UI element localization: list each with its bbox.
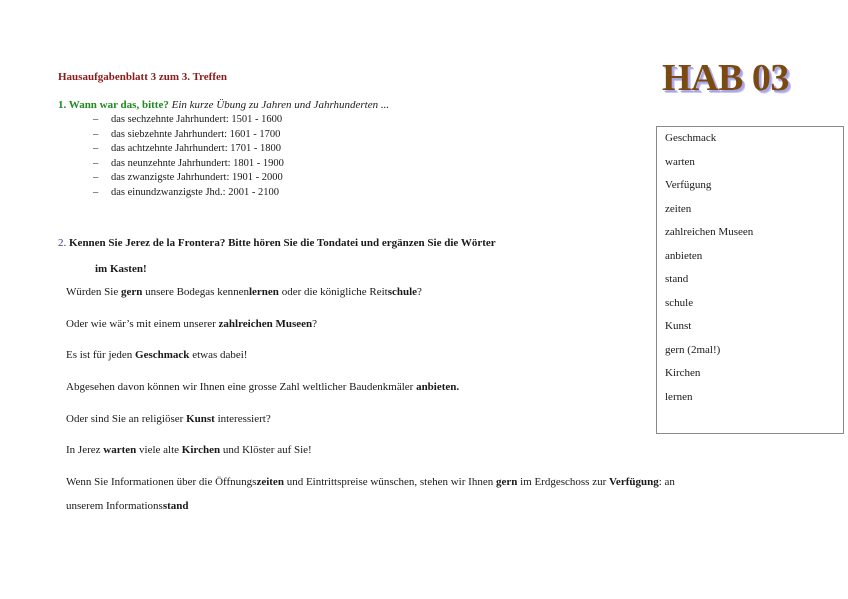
text: Oder sind Sie an religiöser: [66, 413, 187, 425]
sentence-1: [66, 286, 422, 298]
text: interessiert?: [214, 413, 271, 425]
keyword: Kirchen: [181, 444, 221, 456]
text: oder die königliche Reit: [278, 286, 388, 298]
question-1: [58, 99, 389, 111]
keyword: stand: [162, 500, 189, 512]
list-item: – das zwanzigste Jahrhundert: 1901 - 2000: [93, 171, 284, 186]
list-item: – das siebzehnte Jahrhundert: 1601 - 1700: [93, 128, 284, 143]
sentence-8: [66, 500, 189, 512]
keyword: lernen: [248, 286, 279, 298]
keyword: schule: [387, 286, 418, 298]
text: und Eintrittspreise wünschen, stehen wir Ihnen: [283, 476, 496, 488]
word-box-item: Kirchen: [665, 367, 701, 379]
keyword: anbieten.: [416, 381, 460, 393]
question-1-subtitle: Ein kurze Übung zu Jahren und Jahrhunderten ...: [171, 99, 390, 111]
keyword: gern: [495, 476, 518, 488]
sentence-3: [66, 349, 247, 361]
text: Es ist für jeden: [66, 349, 136, 361]
keyword: Kunst: [186, 413, 215, 425]
word-box-item: warten: [665, 155, 695, 168]
question-2-line2: im Kasten!: [95, 263, 147, 275]
text: viele alte: [136, 444, 182, 456]
keyword: zeiten: [256, 476, 284, 488]
century-list: [93, 113, 284, 200]
text: ?: [312, 318, 318, 330]
sentence-6: [66, 444, 312, 456]
text: und Klöster auf Sie!: [220, 444, 312, 456]
hab-logo: HAB 03: [662, 57, 789, 99]
word-box-item: Geschmack: [665, 132, 717, 144]
word-box-item: Verfügung: [665, 179, 712, 191]
question-2: [58, 230, 496, 282]
list-item: – das achtzehnte Jahrhundert: 1701 - 1800: [93, 142, 284, 157]
sentence-4: [66, 381, 459, 393]
question-1-heading: 1. Wann war das, bitte?: [58, 99, 169, 111]
text: im Erdgeschoss zur: [517, 476, 609, 488]
sentence-2: [66, 318, 317, 330]
word-box-item: zahlreichen Museen: [665, 226, 754, 238]
text: In Jerez: [66, 444, 104, 456]
list-item: – das neunzehnte Jahrhundert: 1801 - 1900: [93, 157, 284, 172]
question-2-line1: Kennen Sie Jerez de la Frontera? Bitte hören Sie die Tondatei und ergänzen Sie die Wörter: [69, 237, 496, 249]
text: unsere Bodegas kennen: [142, 286, 249, 298]
word-box-item: Kunst: [665, 320, 692, 332]
text: etwas dabei!: [189, 349, 248, 361]
word-box-item: anbieten: [665, 249, 703, 262]
keyword: warten: [103, 444, 137, 456]
list-item: – das sechzehnte Jahrhundert: 1501 - 1600: [93, 113, 284, 128]
text: Oder wie wär’s mit einem unserer: [66, 318, 219, 330]
keyword: Verfügung: [609, 476, 659, 488]
keyword: gern: [120, 286, 143, 298]
text: : an: [658, 476, 675, 488]
text: Wenn Sie Informationen über die Öffnungs: [66, 476, 257, 488]
worksheet-title: Hausaufgabenblatt 3 zum 3. Treffen: [58, 71, 227, 83]
text: Abgesehen davon können wir Ihnen eine grosse Zahl weltlicher Baudenkmäler: [66, 381, 417, 393]
sentence-7: [66, 476, 675, 488]
word-box-item: gern (2mal!): [665, 343, 721, 356]
text: ?: [417, 286, 422, 298]
word-box-item: lernen: [665, 390, 693, 403]
word-box-item: stand: [665, 273, 689, 285]
keyword: zahlreichen Museen: [218, 318, 313, 330]
text: Würden Sie: [66, 286, 121, 298]
question-2-number: 2.: [58, 237, 67, 249]
word-box-item: schule: [665, 296, 694, 309]
text: unserem Informations: [66, 500, 163, 512]
word-box: [656, 126, 844, 434]
sentence-5: [66, 413, 271, 425]
keyword: Geschmack: [135, 349, 190, 361]
list-item: – das einundzwanzigste Jhd.: 2001 - 2100: [93, 186, 284, 201]
word-box-item: zeiten: [665, 202, 692, 215]
